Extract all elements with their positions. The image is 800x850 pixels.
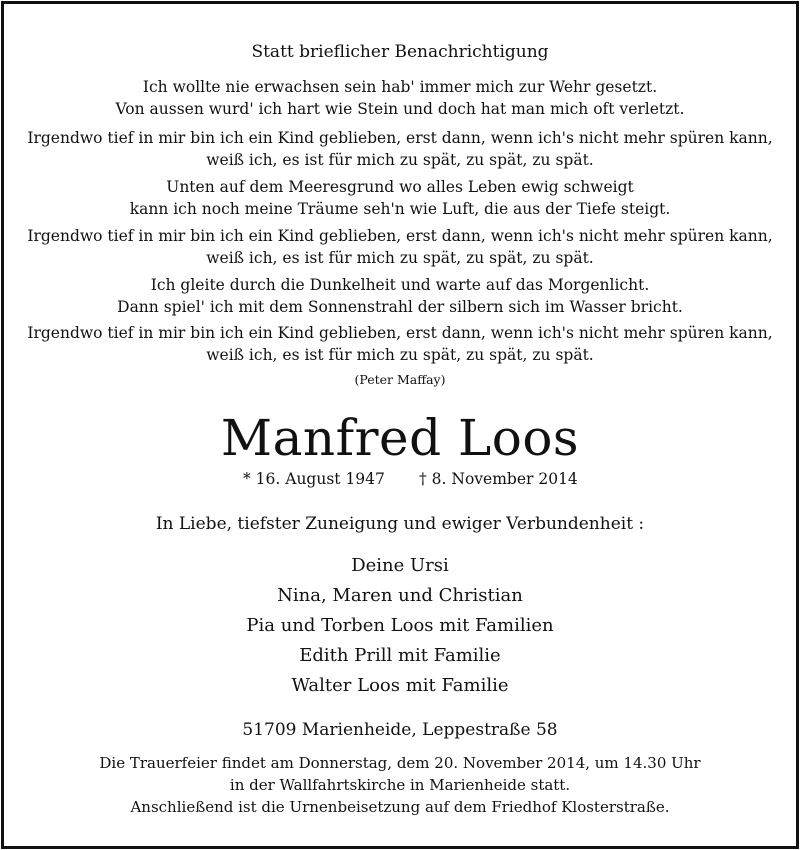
poem-stanza-2 [0, 127, 800, 171]
poem-line: Unten auf dem Meeresgrund wo alles Leben ewig schweigt [166, 178, 634, 196]
mourner-entry: Deine Ursi [351, 555, 449, 576]
poem-line: weiß ich, es ist für mich zu spät, zu spät, zu spät. [206, 249, 594, 267]
poem-line: weiß ich, es ist für mich zu spät, zu spät, zu spät. [206, 346, 594, 364]
poem-line: Dann spiel' ich mit dem Sonnenstrahl der silbern sich im Wasser bricht. [117, 298, 683, 316]
birth-date: * 16. August 1947 [243, 470, 385, 488]
poem-line: kann ich noch meine Träume seh'n wie Luft, die aus der Tiefe steigt. [129, 200, 671, 218]
poem-stanza-6 [0, 322, 800, 366]
service-line: in der Wallfahrtskirche in Marienheide statt. [229, 776, 571, 794]
notice-header: Statt brieflicher Benachrichtigung [251, 42, 549, 62]
mourner-entry: Nina, Maren und Christian [277, 585, 523, 606]
poem-line: Irgendwo tief in mir bin ich ein Kind geblieben, erst dann, wenn ich's nicht mehr spüren kann, [27, 227, 773, 245]
poem-stanza-4 [0, 225, 800, 269]
deceased-name: Manfred Loos [220, 409, 580, 467]
service-line: Die Trauerfeier findet am Donnerstag, dem 20. November 2014, um 14.30 Uhr [99, 754, 701, 772]
address: 51709 Marienheide, Leppestraße 58 [242, 720, 558, 740]
mourners-list [0, 551, 800, 701]
poem-line: Von aussen wurd' ich hart wie Stein und doch hat man mich oft verletzt. [115, 100, 685, 118]
mourner-entry: Edith Prill mit Familie [299, 645, 501, 666]
poem-stanza-5 [0, 274, 800, 318]
poem-line: Irgendwo tief in mir bin ich ein Kind geblieben, erst dann, wenn ich's nicht mehr spüren kann, [27, 129, 773, 147]
poem-line: Ich gleite durch die Dunkelheit und warte auf das Morgenlicht. [150, 276, 650, 294]
poem-stanza-1 [0, 76, 800, 120]
mourner-entry: Pia und Torben Loos mit Familien [246, 615, 554, 636]
poem-stanza-3 [0, 176, 800, 220]
service-line: Anschließend ist die Urnenbeisetzung auf dem Friedhof Klosterstraße. [130, 798, 670, 816]
poem-line: Irgendwo tief in mir bin ich ein Kind geblieben, erst dann, wenn ich's nicht mehr spüren kann, [27, 324, 773, 342]
service-details [0, 752, 800, 818]
death-date: † 8. November 2014 [419, 470, 578, 488]
poem-line: weiß ich, es ist für mich zu spät, zu spät, zu spät. [206, 151, 594, 169]
dedication-line: In Liebe, tiefster Zuneigung und ewiger Verbundenheit : [155, 514, 645, 534]
mourner-entry: Walter Loos mit Familie [291, 675, 509, 696]
poem-line: Ich wollte nie erwachsen sein hab' immer mich zur Wehr gesetzt. [142, 78, 658, 96]
poem-attribution: (Peter Maffay) [354, 372, 446, 387]
